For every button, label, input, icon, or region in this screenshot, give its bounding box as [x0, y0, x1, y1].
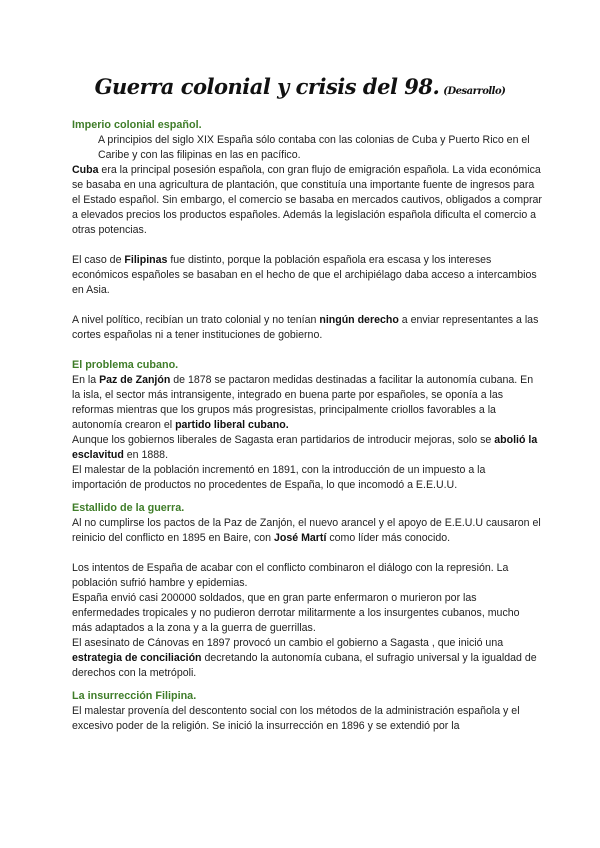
text-run: A nivel político, recibían un trato colonial y no tenían	[72, 314, 320, 326]
text-run: El caso de	[72, 254, 125, 266]
heading-imperio-colonial: Imperio colonial español.	[72, 119, 202, 131]
paragraph: España envió casi 200000 soldados, que en gran parte enfermaron o murieron por las enfermedades tropicales y no pudieron derrotar militarmente a los insurgentes cubanos, mucho más adaptados a la zona y a la guerra de guerrillas.	[72, 592, 520, 634]
text-run: El asesinato de Cánovas en 1897 provocó un cambio el gobierno a Sagasta , que inició una	[72, 637, 504, 649]
paragraph: A principios del siglo XIX España sólo contaba con las colonias de Cuba y Puerto Rico en el Caribe y con las filipinas en las en pacífico.	[98, 134, 530, 161]
document-title	[0, 74, 600, 99]
paragraph: Los intentos de España de acabar con el conflicto combinaron el diálogo con la represión. La población sufrió hambre y epidemias.	[72, 562, 509, 589]
bold-term: Filipinas	[124, 254, 168, 266]
bold-term: Paz de Zanjón	[99, 374, 171, 386]
document-body	[72, 118, 542, 734]
paragraph: El malestar de la población incrementó en 1891, con la introducción de un impuesto a la importación de productos no procedentes de España, lo que incomodó a E.E.U.U.	[72, 464, 486, 491]
text-run: fue distinto, porque la población española era escasa y los intereses económicos españoles se basaban en el hecho de que el archipiélago daba acceso a intercambios en Asia.	[72, 254, 537, 296]
paragraph: El malestar provenía del descontento social con los métodos de la administración española y el excesivo poder de la religión. Se inició la insurrección en 1896 y se extendió por la	[72, 705, 520, 732]
paragraph	[72, 313, 542, 343]
paragraph	[72, 163, 542, 238]
paragraph	[72, 433, 542, 463]
text-run: decretando la autonomía cubana, el sufragio universal y la igualdad de derechos con la metrópoli.	[72, 652, 537, 679]
heading-estallido-guerra: Estallido de la guerra.	[72, 502, 185, 514]
bold-term: estrategia de conciliación	[72, 652, 202, 664]
bold-term: partido liberal cubano.	[175, 419, 289, 431]
text-run: era la principal posesión española, con gran flujo de emigración española. La vida económica se basaba en una agricultura de plantación, que constituía una importante fuente de ingresos para el Estado español. Sin embargo, el comercio se basaba en mercados cautivos, obligados a comprar a elevados precios los productos españoles. Además la legislación española dificulta el comercio a otras potencias.	[72, 164, 542, 236]
paragraph	[72, 373, 542, 433]
text-run: Al no cumplirse los pactos de la Paz de Zanjón, el nuevo arancel y el apoyo de E.E.U.U causaron el reinicio del conflicto en 1895 en Baire, con	[72, 517, 541, 544]
bold-term: Cuba	[72, 164, 99, 176]
title-text: Guerra colonial y crisis del 98.	[94, 74, 440, 99]
bold-term: abolió la esclavitud	[72, 434, 538, 461]
bold-term: ningún derecho	[319, 314, 399, 326]
heading-problema-cubano: El problema cubano.	[72, 359, 179, 371]
text-run: de 1878 se pactaron medidas destinadas a facilitar la autonomía cubana. En la isla, el sector más intransigente, integrado en buena parte por españoles, se oponía a las reformas mientras que los grupos más progresistas, principalmente criollos favorables a la autonomía crearon el	[72, 374, 534, 431]
heading-insurreccion-filipina: La insurrección Filipina.	[72, 690, 197, 702]
paragraph	[72, 253, 542, 298]
title-subtitle: (Desarrollo)	[443, 86, 506, 97]
text-run: Aunque los gobiernos liberales de Sagasta eran partidarios de introducir mejoras, solo se	[72, 434, 495, 446]
bold-term: José Martí	[274, 532, 327, 544]
text-run: En la	[72, 374, 100, 386]
paragraph	[72, 516, 542, 546]
text-run: como líder más conocido.	[326, 532, 451, 544]
paragraph	[72, 636, 542, 681]
text-run: a enviar representantes a las cortes españolas ni a tener instituciones de gobierno.	[72, 314, 539, 341]
text-run: en 1888.	[123, 449, 169, 461]
